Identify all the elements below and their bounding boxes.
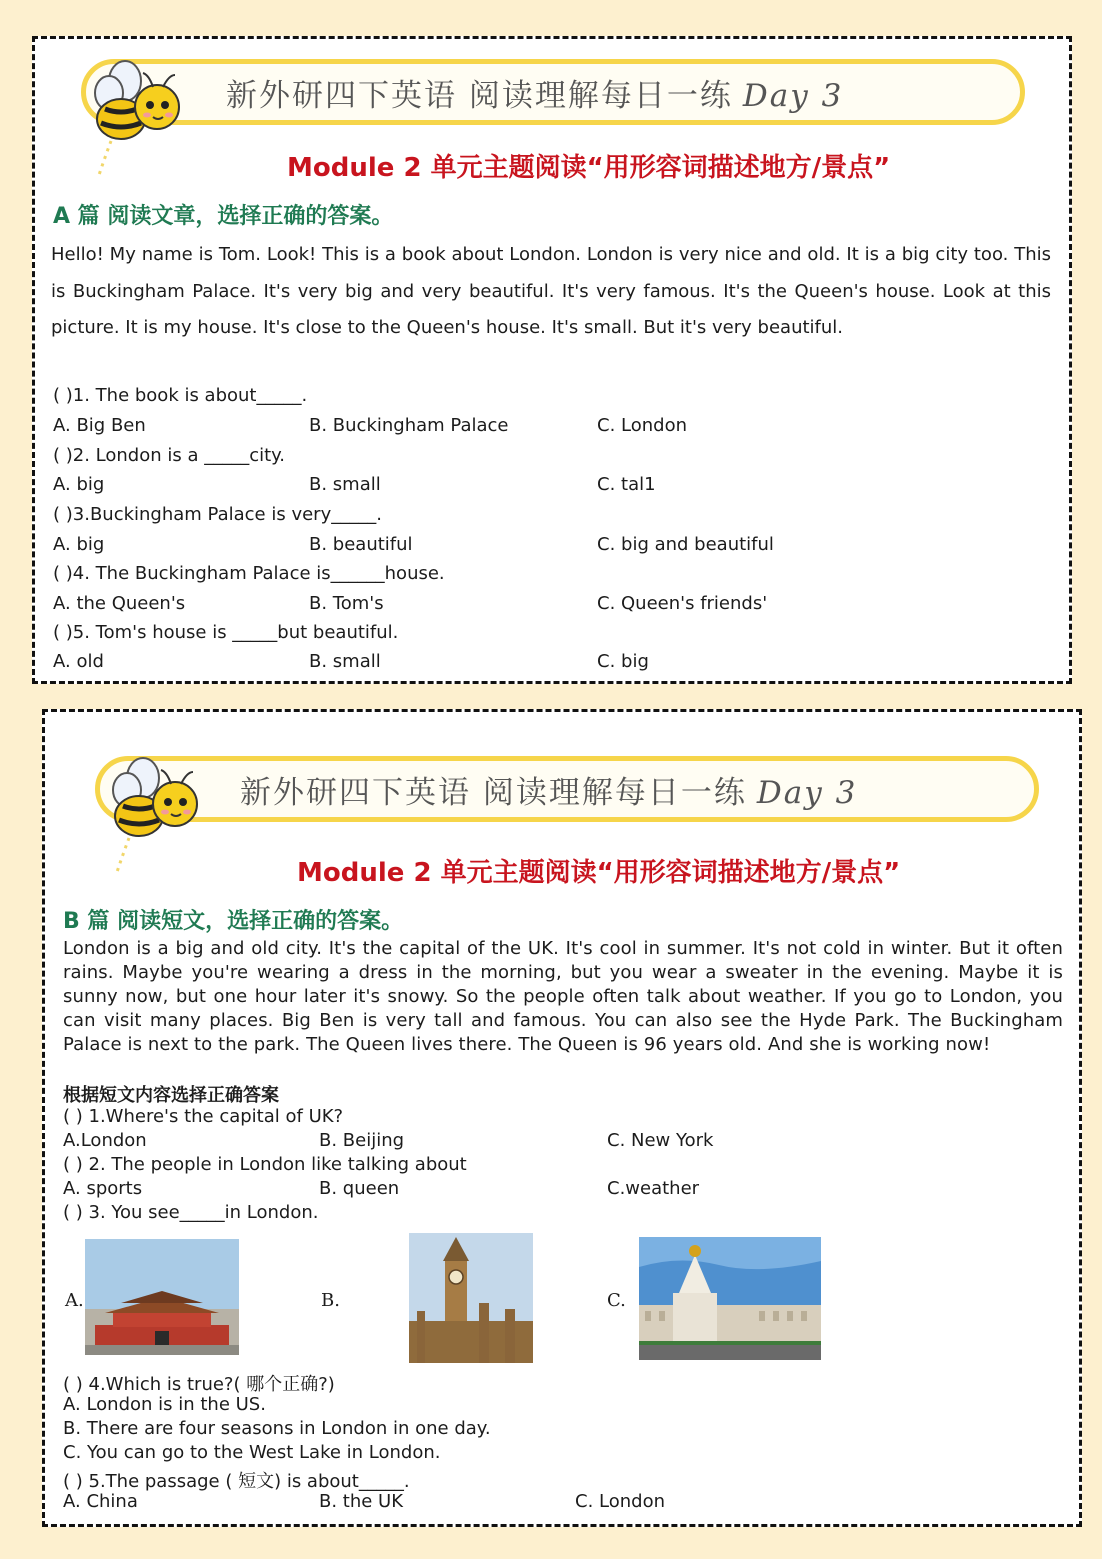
question-a3[interactable]: ( )3.Buckingham Palace is very_____. [53, 504, 382, 525]
option-a1-b[interactable]: B. Buckingham Palace [309, 415, 509, 436]
passage-a: Hello! My name is Tom. Look! This is a book about London. London is very nice and old. It is a big city too. This is Buckingham Palace. It's very big and very beautiful. It's very famous. It's the Queen's house. Look at this picture. It is my house. It's close to the Queen's house. It's small. But it's very beautiful. [51, 244, 1051, 338]
worksheet-panel-a [32, 36, 1072, 684]
section-b-heading: B 篇 阅读短文，选择正确的答案。 [63, 909, 404, 934]
module-title: Module 2 单元主题阅读“用形容词描述地方/景点” [287, 153, 891, 183]
option-b2-c[interactable]: C.weather [607, 1178, 700, 1199]
option-b2-a[interactable]: A. sports [63, 1178, 143, 1199]
question-a2[interactable]: ( )2. London is a _____city. [53, 445, 285, 466]
pic-option-a-label[interactable]: A. [65, 1290, 84, 1311]
question-b5[interactable]: ( ) 5.The passage ( 短文) is about_____. [63, 1471, 410, 1492]
pic-option-b-label[interactable]: B. [321, 1290, 340, 1311]
banner-title: 新外研四下英语 阅读理解每日一练 Day 3 [240, 775, 858, 811]
option-b4-a[interactable]: A. London is in the US. [63, 1394, 266, 1415]
option-a4-c[interactable]: C. Queen's friends' [597, 593, 768, 614]
option-b1-b[interactable]: B. Beijing [319, 1130, 405, 1151]
banner-title: 新外研四下英语 阅读理解每日一练 Day 3 [226, 78, 844, 114]
option-a5-c[interactable]: C. big [597, 651, 649, 672]
option-b2-b[interactable]: B. queen [319, 1178, 400, 1199]
option-a3-c[interactable]: C. big and beautiful [597, 534, 774, 555]
question-b1[interactable]: ( ) 1.Where's the capital of UK? [63, 1106, 344, 1127]
option-a2-a[interactable]: A. big [53, 474, 105, 495]
worksheet-panel-b [42, 709, 1082, 1527]
option-a2-b[interactable]: B. small [309, 474, 381, 495]
option-b1-a[interactable]: A.London [63, 1130, 147, 1151]
tiananmen-image[interactable] [85, 1239, 239, 1355]
option-a1-c[interactable]: C. London [597, 415, 687, 436]
option-a4-b[interactable]: B. Tom's [309, 593, 384, 614]
buckingham-palace-image[interactable] [639, 1237, 821, 1360]
question-b3[interactable]: ( ) 3. You see_____in London. [63, 1202, 319, 1223]
section-a-heading: A 篇 阅读文章，选择正确的答案。 [53, 204, 394, 229]
title-banner [81, 59, 1025, 125]
pic-option-c-label[interactable]: C. [607, 1290, 626, 1311]
bee-mascot-icon [83, 53, 193, 183]
option-a4-a[interactable]: A. the Queen's [53, 593, 186, 614]
option-b4-c[interactable]: C. You can go to the West Lake in London. [63, 1442, 441, 1463]
option-a3-a[interactable]: A. big [53, 534, 105, 555]
question-a1[interactable]: ( )1. The book is about_____. [53, 385, 308, 406]
option-a1-a[interactable]: A. Big Ben [53, 415, 146, 436]
option-a2-c[interactable]: C. tal1 [597, 474, 656, 495]
big-ben-image[interactable] [409, 1233, 533, 1363]
instruction-b: 根据短文内容选择正确答案 [63, 1085, 279, 1106]
bee-mascot-icon [101, 750, 211, 880]
option-a5-b[interactable]: B. small [309, 651, 381, 672]
option-b4-b[interactable]: B. There are four seasons in London in one day. [63, 1418, 491, 1439]
module-title: Module 2 单元主题阅读“用形容词描述地方/景点” [297, 858, 901, 888]
option-a5-a[interactable]: A. old [53, 651, 104, 672]
passage-b: London is a big and old city. It's the capital of the UK. It's cool in summer. It's not cold in winter. But it often rains. Maybe you're wearing a dress in the morning, but you wear a sweater in the evening. Maybe it is sunny now, but one hour later it's snowy. So the people often talk about weather. If you go to London, you can visit many places. Big Ben is very tall and famous. You can also see the Hyde Park. The Buckingham Palace is next to the park. The Queen lives there. The Queen is 96 years old. And she is working now! [63, 938, 1063, 1055]
title-banner [95, 756, 1039, 822]
question-a4[interactable]: ( )4. The Buckingham Palace is______house. [53, 563, 445, 584]
question-a5[interactable]: ( )5. Tom's house is _____but beautiful. [53, 622, 399, 643]
option-b5-c[interactable]: C. London [575, 1491, 665, 1512]
question-b4[interactable]: ( ) 4.Which is true?( 哪个正确?) [63, 1374, 335, 1395]
option-b5-a[interactable]: A. China [63, 1491, 138, 1512]
option-b1-c[interactable]: C. New York [607, 1130, 714, 1151]
question-b2[interactable]: ( ) 2. The people in London like talking about [63, 1154, 467, 1175]
option-b5-b[interactable]: B. the UK [319, 1491, 404, 1512]
option-a3-b[interactable]: B. beautiful [309, 534, 413, 555]
